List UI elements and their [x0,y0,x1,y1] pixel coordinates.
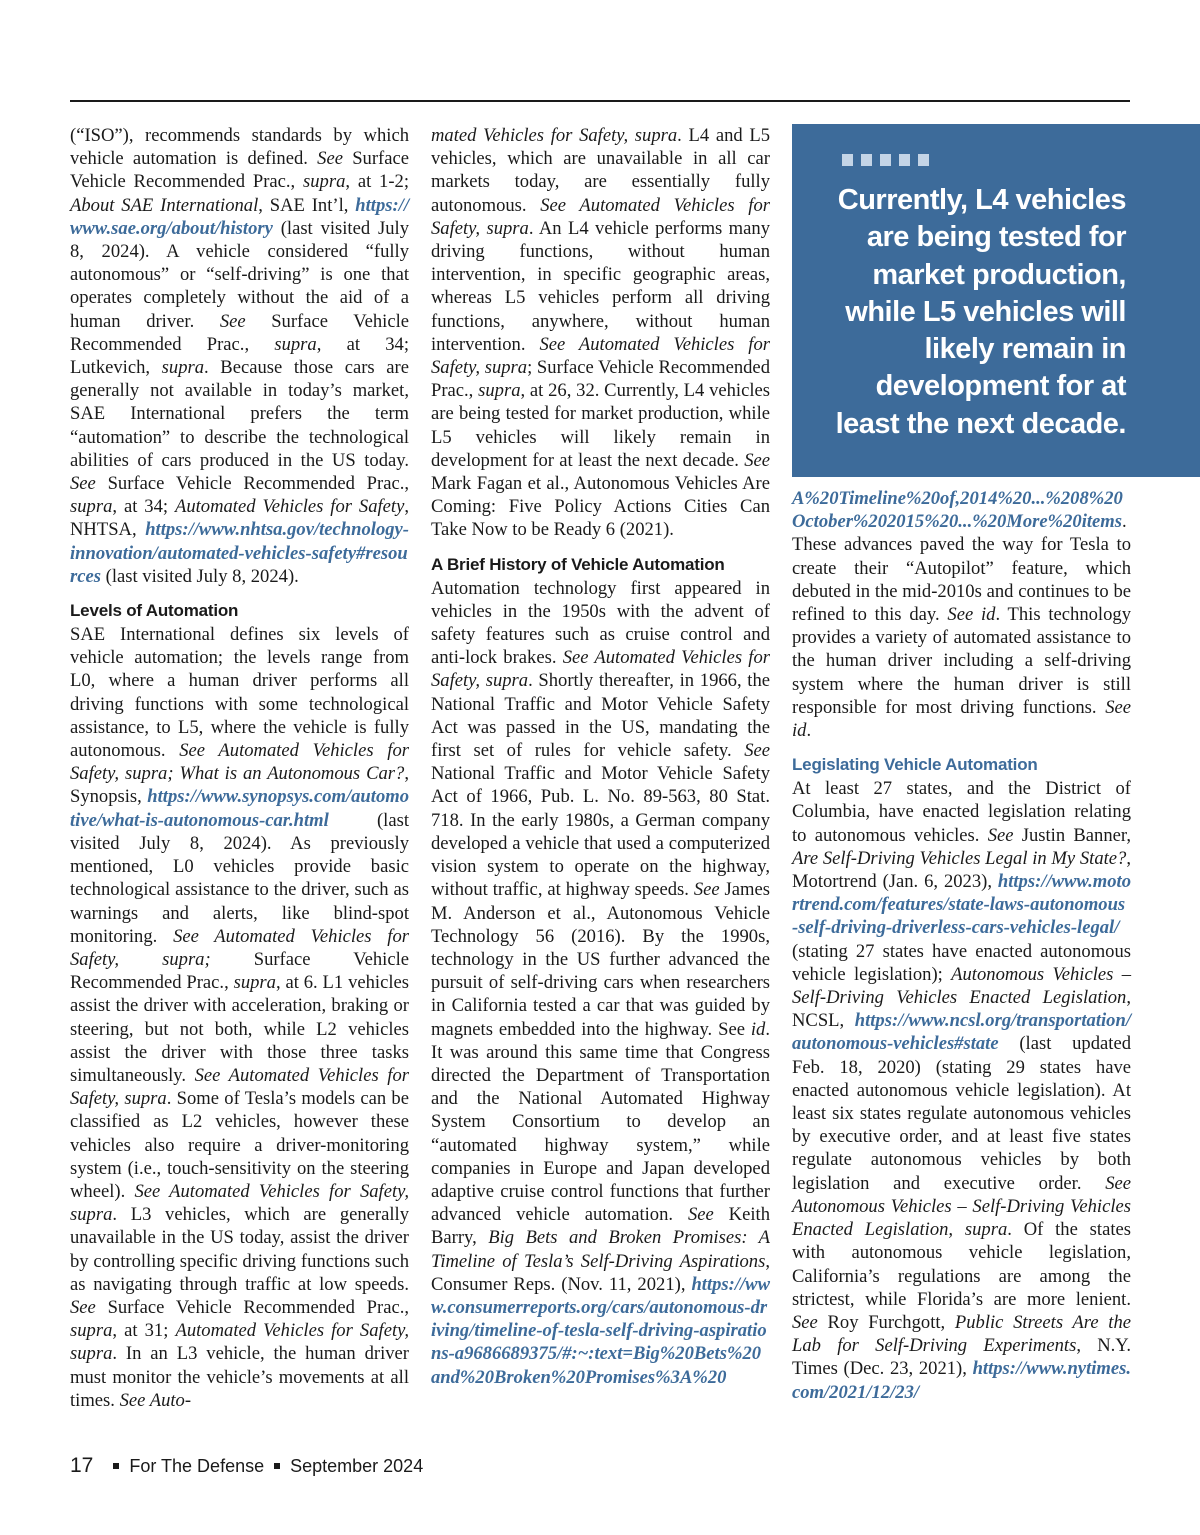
text-run: , SAE Int’l, [258,194,356,216]
italic-run: See [70,473,96,495]
italic-run: Public Streets Are the Lab for Self-Driving Experiments [792,1311,1131,1357]
italic-run: supra [70,496,113,518]
italic-run: See Automated Vehicles for Safety, supra [431,647,770,692]
nytimes-link[interactable]: https://www.nytimes.com/2021/12/23/ [792,1358,1131,1403]
italic-run: See Auto- [119,1389,192,1411]
italic-run: See id [792,696,1131,742]
italic-run: See [744,449,770,471]
section-heading-history: A Brief History of Vehicle Automation [431,554,725,574]
text-run: James M. Anderson et al., Autonomous Vehicle Technology 56 (2016). By the 1990s, technology in the US further advanced the pursuit of self-driving cars when researchers in California tested a car that was guided by magnets embedded into the highway. See [431,879,770,1040]
italic-run: See [317,148,343,170]
publication-name: For The Defense [129,1456,265,1476]
italic-run: See Automated Vehicles for Safety, supra [70,1064,409,1110]
italic-run: See [744,740,770,762]
italic-run: Big Bets and Broken Promises: A Timeline of Tesla’s Self-Driving Aspirations [431,1227,770,1272]
pull-quote-box [792,124,1200,477]
text-run: Mark Fagan et al., Autonomous Vehicles Are Coming: Five Policy Actions Cities Can Take Now to be Ready 6 (2021). [431,473,770,541]
nhtsa-link[interactable]: https://www.nhtsa.gov/technology-innovation/automated-vehicles-safety#resources [70,519,409,587]
italic-run: See Autonomous Vehicles – Self-Driving Vehicles Enacted Legislation, supra [792,1172,1131,1241]
text-run: , at 31; [112,1320,176,1342]
italic-run: See [70,1296,96,1318]
text-run: Surface Vehicle Recommended Prac., [70,148,409,193]
italic-run: See id [947,604,996,626]
italic-run: id [750,1018,766,1040]
text-run: , Motortrend (Jan. 6, 2023), [792,847,1131,893]
text-run: . It was around this same time that Congress directed the Department of Transportation and the National Automated Highway System Consortium to develop an “automated highway system,” while companies in Europe and Japan developed adaptive cruise control functions that further advanced vehicle automation. [431,1018,770,1226]
text-run: , at 26, 32. Currently, L4 vehicles are being tested for market production, while L5 vehicles will likely remain in development for at least the next decade. [431,380,771,471]
text-run: National Traffic and Motor Vehicle Safety Act of 1966, Pub. L. No. 89-563, 80 Stat. 718. In the early 1980s, a German company developed a vehicle that used a computerized vision system to operate on the highway, without traffic, at highway speeds. [431,763,770,901]
italic-run: Automated Vehicles for Safety, supra [70,1320,409,1365]
text-run: . An L4 vehicle performs many driving functions, without human intervention, in specific geographic areas, whereas L5 vehicles perform all driving functions, anywhere, without human intervention. [431,217,770,355]
header-rule [70,100,1130,102]
ncsl-link[interactable]: https://www.ncsl.org/transportation/autonomous-vehicles#state [792,1010,1131,1055]
text-run: (last visited July 8, 2024). [100,565,299,587]
text-run: . L4 and L5 vehicles, which are unavailable in all car markets today, are essentially fully autonomous. [431,125,770,216]
italic-run: Automated Vehicles for Safety [174,496,405,518]
italic-run: Autonomous Vehicles – Self-Driving Vehicles Enacted Legislation [792,963,1131,1009]
italic-run: supra [478,380,521,402]
italic-run: See Automated Vehicles for Safety, supra [70,1180,409,1226]
italic-run: See [792,1311,818,1333]
column1-paragraph-2 [70,623,409,1412]
text-run: . Shortly thereafter, in 1966, the National Traffic and Motor Vehicle Safety Act was passed in the US, mandating the first set of rules for vehicle safety. [431,670,770,762]
italic-run: About SAE International [70,194,259,216]
consumer-reports-link-continued[interactable]: A%20Timeline%20of,2014%20...%208%20October%202015%20...%20More%20items [792,488,1123,533]
text-run: At least 27 states, and the District of Columbia, have enacted legislation relating to autonomous vehicles. [792,778,1131,846]
sae-link[interactable]: https://www.sae.org/about/history [70,194,409,239]
text-run: (last visited July 8, 2024). A vehicle considered “fully autonomous” or “self-driving” is one that operates completely without the aid of a human driver. [70,217,409,332]
square-icon [899,154,910,166]
square-icon [842,154,853,166]
column-3 [792,487,1131,1404]
italic-run: See Automated Vehicles for Safety, supra [431,194,770,239]
text-run: Keith Barry, [431,1204,770,1249]
italic-run: supra [161,357,205,379]
column2-paragraph-2 [431,577,770,1389]
italic-run: See [987,824,1014,846]
page-number: 17 [70,1454,94,1477]
text-run: . Because those cars are generally not available in today’s market, SAE International prefers the term “automation” to describe the technological abilities of cars produced in the US today. [70,357,409,471]
column-1 [70,124,409,1412]
text-run: (“ISO”), recommends standards by which vehicle automation is defined. [70,125,409,170]
text-run: Roy Furchgott, [817,1311,955,1333]
text-run: , at 34; Lutkevich, [70,333,409,379]
decorative-squares [842,154,929,166]
text-run: Surface Vehicle Recommended Prac., [70,310,410,355]
motortrend-link[interactable]: https://www.motortrend.com/features/state-laws-autonomous-self-driving-driverless-cars-vehicles-legal/ [792,871,1131,939]
square-icon [861,154,872,166]
text-run: , Synopsis, [70,763,409,808]
text-run: SAE International defines six levels of vehicle automation; the levels range from L0, where a human driver performs all driving functions with some technological assistance, to L5, where the vehicle is fully autonomous. [70,624,409,762]
square-icon [880,154,891,166]
text-run: , NCSL, [792,987,1131,1032]
text-run: . These advances paved the way for Tesla to create their “Autopilot” feature, which debuted in the mid-2010s and continues to be refined to this day. [792,511,1131,626]
text-run: , at 1-2; [345,171,409,193]
square-icon [918,154,929,166]
column3-paragraph-1 [792,487,1131,742]
italic-run: Are Self-Driving Vehicles Legal in My State? [792,847,1127,869]
italic-run: See Automated Vehicles for Safety, supra; [70,925,410,970]
text-run: , at 34; [112,496,175,518]
section-heading-legislating: Legislating Vehicle Automation [792,755,1038,775]
text-run: , N.Y. Times (Dec. 23, 2021), [792,1335,1131,1380]
text-run: , Consumer Reps. (Nov. 11, 2021), [431,1250,770,1295]
text-run: . [806,720,812,742]
text-run: Automation technology first appeared in vehicles in the 1950s with the advent of safety features such as cruise control and anti-lock brakes. [431,577,770,669]
bullet-icon [274,1463,280,1469]
italic-run: supra [233,972,276,994]
bullet-icon [113,1463,119,1469]
italic-run: supra [274,333,317,355]
text-run: Surface Vehicle Recommended Prac., [95,473,409,495]
column3-paragraph-2 [792,777,1131,1403]
text-run: Surface Vehicle Recommended Prac., [95,1296,409,1318]
column1-paragraph-1 [70,124,409,588]
text-run: . Of the states with autonomous vehicle legislation, California’s regulations are among the strictest, while Florida’s are more lenient. [792,1219,1131,1310]
italic-run: See [219,310,246,332]
italic-run: See Automated Vehicles for Safety, supra; What is an Autonomous Car? [70,740,409,785]
text-run: , at 6. L1 vehicles assist the driver with acceleration, braking or steering, but not both, while L2 vehicles assist the driver with those three tasks simultaneously. [70,972,409,1086]
issue-date: September 2024 [290,1456,424,1476]
text-run: (last updated Feb. 18, 2020) (stating 29 states have enacted autonomous vehicle legislation). At least six states regulate autonomous vehicles by executive order, and at least five states regulate autonomous vehicles by both legislation and executive order. [792,1033,1131,1194]
text-run: . In an L3 vehicle, the human driver must monitor the vehicle’s movements at all times. [70,1343,409,1411]
text-run: Justin Banner, [1013,824,1131,846]
italic-run: See [687,1204,714,1226]
italic-run: mated Vehicles for Safety, supra [431,125,678,146]
text-run: ; Surface Vehicle Recommended Prac., [431,357,770,402]
italic-run: See Automated Vehicles for Safety, supra [431,333,770,379]
column-2 [431,124,770,1389]
text-run: . L3 vehicles, which are generally unavailable in the US today, assist the driver by controlling specific driving functions such as navigating through traffic at low speeds. [70,1204,409,1295]
pull-quote-text: Currently, L4 vehicles are being tested for market production, while L5 vehicles will likely remain in development for at least the next decade. [835,184,1126,440]
text-run: Surface Vehicle Recommended Prac., [70,948,409,994]
column2-paragraph-1 [431,124,770,542]
text-run: . This technology provides a variety of automated assistance to the human driver including a self-driving system where the human driver is still responsible for most driving functions. [792,604,1131,718]
text-run: . Some of Tesla’s models can be classified as L2 vehicles, however these vehicles also require a driver-monitoring system (i.e., touch-sensitivity on the steering wheel). [70,1088,409,1202]
text-run: (stating 27 states have enacted autonomous vehicle legislation); [792,940,1131,985]
italic-run: See [693,879,720,901]
italic-run: supra [303,171,346,193]
text-run: , NHTSA, [70,496,409,541]
consumer-reports-link[interactable]: https://www.consumerreports.org/cars/autonomous-driving/timeline-of-tesla-self-driving-aspirations-a9686689375/#:~:text=Big%20Bets%20and%20Broken%20Promises%3A%20 [431,1273,770,1388]
synopsys-link[interactable]: https://www.synopsys.com/automotive/what-is-autonomous-car.html [70,786,409,831]
section-heading-levels: Levels of Automation [70,601,239,621]
text-run: (last visited July 8, 2024). As previously mentioned, L0 vehicles provide basic technological assistance to the driver, such as warnings and alerts, like blind-spot monitoring. [70,809,409,947]
page-footer [70,1454,423,1478]
italic-run: supra [70,1320,113,1342]
